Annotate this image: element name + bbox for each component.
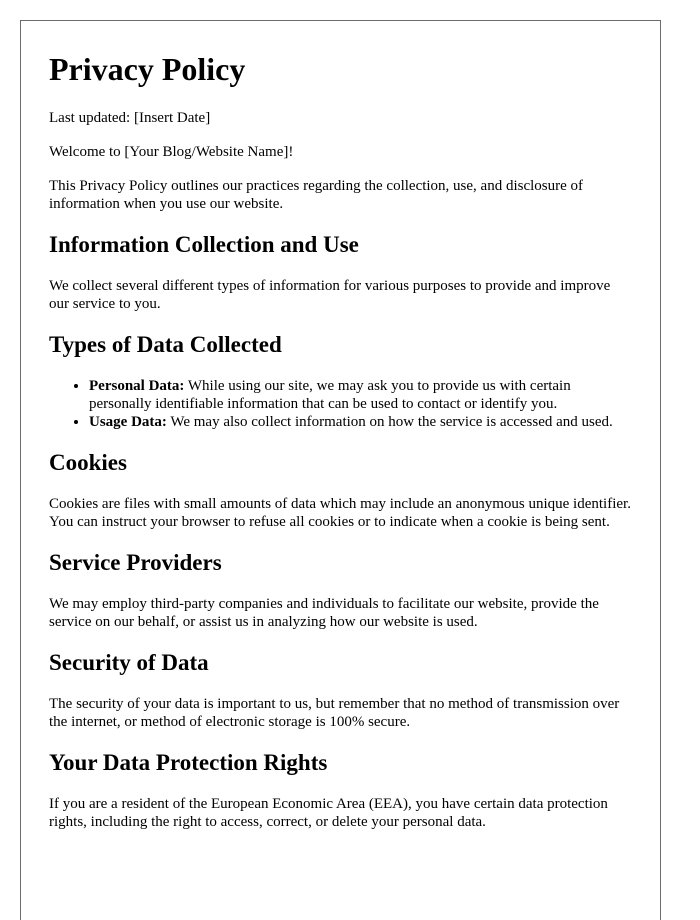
cookies-text: Cookies are files with small amounts of data which may include an anonymous unique identifier. You can instruct your browser to refuse all cookies or to indicate when a cookie is being sent. — [49, 496, 631, 530]
service-providers-text: We may employ third-party companies and individuals to facilitate our website, provide the service on our behalf, or assist us in analyzing how our website is used. — [49, 596, 599, 630]
heading-types-of-data: Types of Data Collected — [49, 332, 282, 357]
list-item-text: We may also collect information on how the service is accessed and used. — [166, 414, 613, 430]
heading-information-collection: Information Collection and Use — [49, 232, 359, 257]
page-title: Privacy Policy — [49, 51, 246, 87]
list-item-label: Usage Data: — [89, 414, 167, 430]
heading-cookies: Cookies — [49, 450, 127, 475]
intro-text: This Privacy Policy outlines our practices regarding the collection, use, and disclosure of information when you use our website. — [49, 178, 584, 212]
list-item-text: While using our site, we may ask you to provide us with certain personally identifiable information that can be used to contact or identify you. — [89, 378, 571, 412]
security-of-data-text: The security of your data is important to us, but remember that no method of transmission over the internet, or method of electronic storage is 100% secure. — [49, 696, 620, 730]
list-item-personal-data — [89, 377, 632, 413]
heading-data-protection-rights: Your Data Protection Rights — [49, 750, 328, 775]
information-collection-text: We collect several different types of information for various purposes to provide and improve our service to you. — [49, 278, 611, 312]
heading-security-of-data: Security of Data — [49, 650, 209, 675]
data-types-list — [49, 377, 632, 431]
list-item-label: Personal Data: — [89, 378, 185, 394]
data-protection-rights-text: If you are a resident of the European Economic Area (EEA), you have certain data protection rights, including the right to access, correct, or delete your personal data. — [49, 796, 608, 830]
heading-service-providers: Service Providers — [49, 550, 222, 575]
document-page — [20, 20, 661, 920]
welcome-text: Welcome to [Your Blog/Website Name]! — [49, 144, 294, 160]
last-updated: Last updated: [Insert Date] — [49, 110, 211, 126]
list-item-usage-data — [89, 413, 632, 431]
